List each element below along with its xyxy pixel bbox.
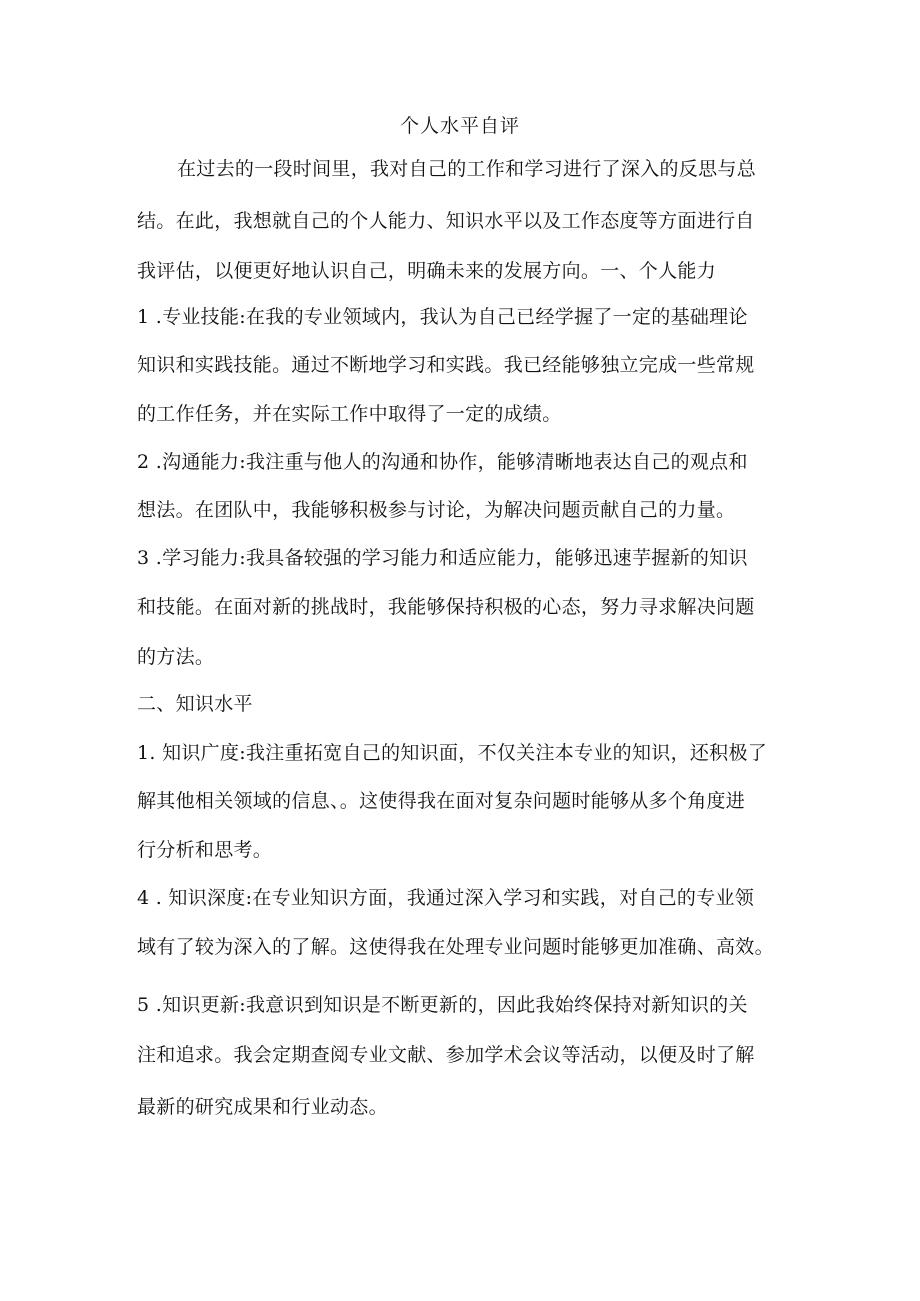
paragraph-line: 和技能。在面对新的挑战时，我能够保持积极的心态，努力寻求解决问题 xyxy=(137,596,755,618)
paragraph-line: 最新的研究成果和行业动态。 xyxy=(137,1096,388,1118)
paragraph-line: 注和追求。我会定期查阅专业文献、参加学术会议等活动，以便及时了解 xyxy=(137,1044,755,1066)
paragraph-line: 4 . 知识深度:在专业知识方面，我通过深入学习和实践，对自己的专业领 xyxy=(137,887,755,909)
paragraph-line: 的方法。 xyxy=(137,646,215,668)
paragraph-line: 知识和实践技能。通过不断地学习和实践。我已经能够独立完成一些常规 xyxy=(137,354,755,376)
paragraph-line: 行分析和思考。 xyxy=(137,839,273,861)
paragraph-line: 想法。在团队中，我能够积极参与讨论，为解决问题贡献自己的力量。 xyxy=(137,499,736,521)
paragraph-line: 3 .学习能力:我具备较强的学习能力和适应能力，能够迅速芋握新的知识 xyxy=(137,547,748,569)
paragraph-line: 在过去的一段时间里，我对自己的工作和学习进行了深入的反思与总 xyxy=(177,158,757,180)
section-heading: 二、知识水平 xyxy=(137,693,253,715)
paragraph-line: 结。在此，我想就自己的个人能力、知识水平以及工作态度等方面进行自 xyxy=(137,210,755,232)
paragraph-line: 的工作任务，并在实际工作中取得了一定的成绩。 xyxy=(137,403,562,425)
paragraph-line: 2 .沟通能力:我注重与他人的沟通和协作，能够清晰地表达自己的观点和 xyxy=(137,451,748,473)
document-title: 个人水平自评 xyxy=(399,115,520,137)
paragraph-line: 我评估，以便更好地认识自己，明确未来的发展方向。一、个人能力 xyxy=(137,260,717,282)
paragraph-line: 解其他相关领域的信息、。这使得我在面对复杂问题时能够从多个角度进 xyxy=(137,790,746,812)
paragraph-line: 1. 知识广度:我注重拓宽自己的知识面，不仅关注本专业的知识，还积极了 xyxy=(137,742,768,764)
paragraph-line: 5 .知识更新:我意识到知识是不断更新的，因此我始终保持对新知识的关 xyxy=(137,994,748,1016)
paragraph-line: 域有了较为深入的了解。这使得我在处理专业问题时能够更加准确、高效。 xyxy=(137,936,774,958)
paragraph-line: 1 .专业技能:在我的专业领域内，我认为自己已经学握了一定的基础理论 xyxy=(137,306,748,328)
